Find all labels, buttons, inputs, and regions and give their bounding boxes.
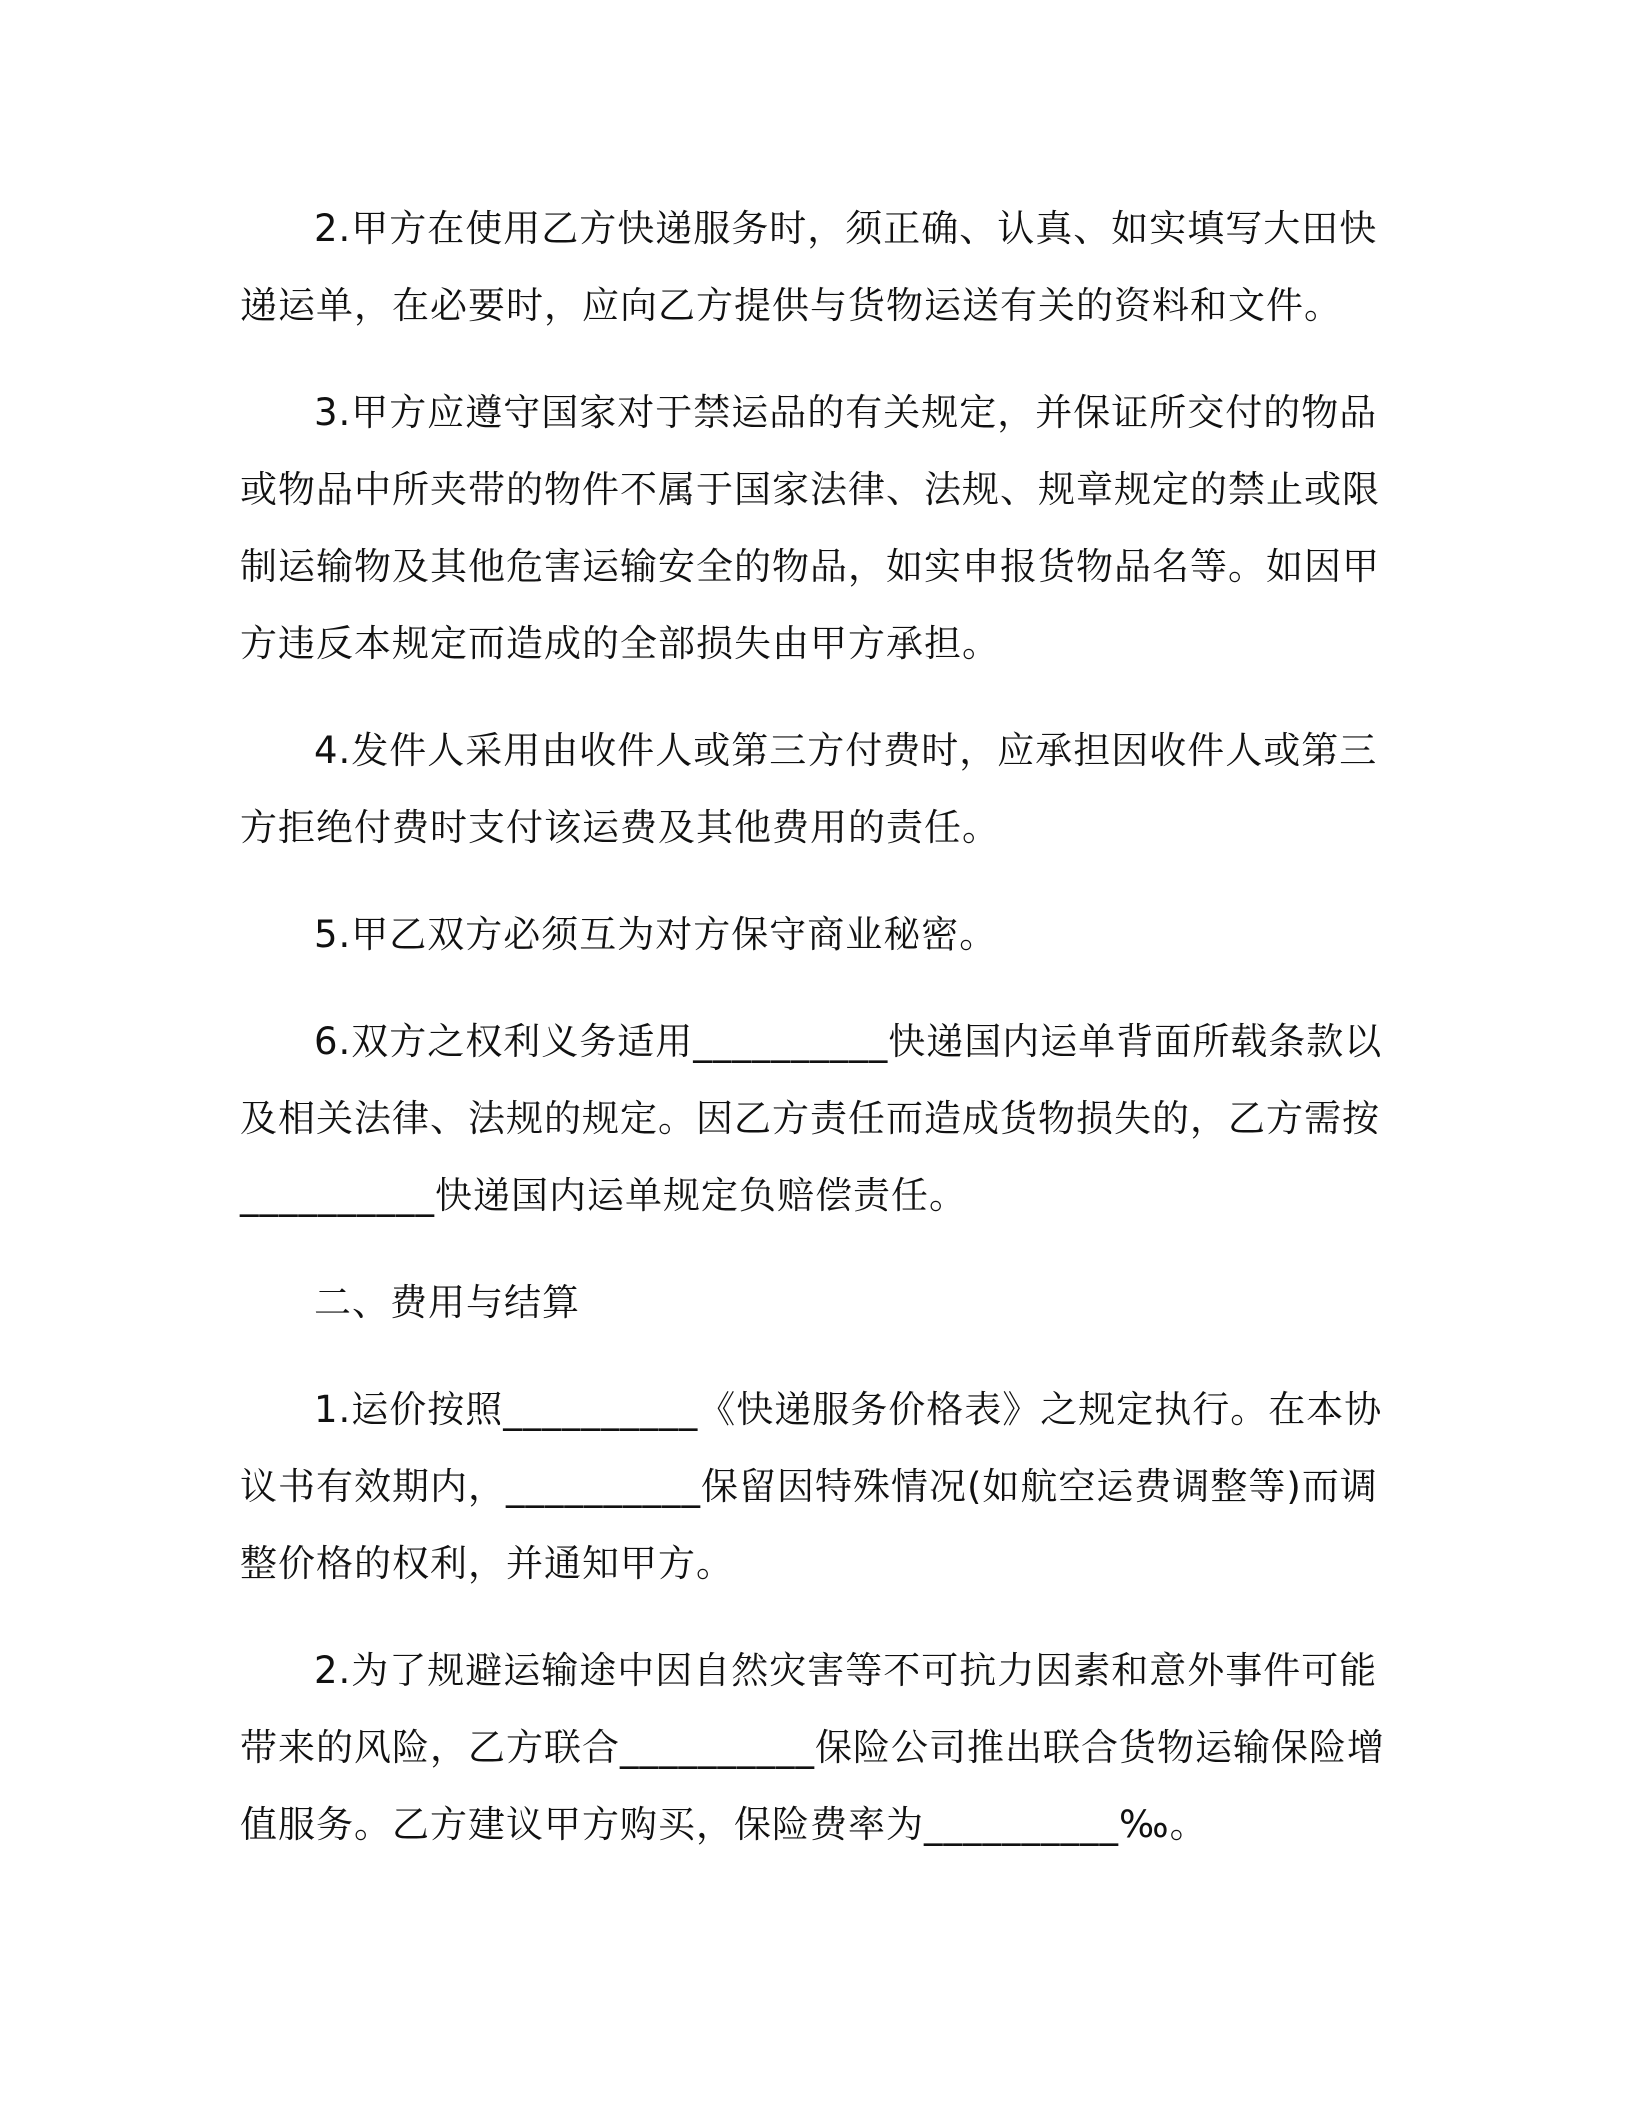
clause-paragraph: 3.甲方应遵守国家对于禁运品的有关规定，并保证所交付的物品或物品中所夹带的物件不属于国家法律、法规、规章规定的禁止或限制运输物及其他危害运输安全的物品，如实申报货物品名等。如因甲方违反本规定而造成的全部损失由甲方承担。 <box>240 391 1380 665</box>
clause-paragraph: 4.发件人采用由收件人或第三方付费时，应承担因收件人或第三方拒绝付费时支付该运费及其他费用的责任。 <box>240 729 1378 849</box>
clause-paragraph: 2.为了规避运输途中因自然灾害等不可抗力因素和意外事件可能带来的风险，乙方联合__________保险公司推出联合货物运输保险增值服务。乙方建议甲方购买，保险费率为__________‰。 <box>240 1649 1385 1846</box>
document-body <box>240 190 1390 1863</box>
clause-paragraph: 2.甲方在使用乙方快递服务时，须正确、认真、如实填写大田快递运单，在必要时，应向乙方提供与货物运送有关的资料和文件。 <box>240 207 1378 327</box>
clause-paragraph: 6.双方之权利义务适用__________快递国内运单背面所载条款以及相关法律、法规的规定。因乙方责任而造成货物损失的，乙方需按__________快递国内运单规定负赔偿责任。 <box>240 1020 1383 1217</box>
clause-paragraph: 5.甲乙双方必须互为对方保守商业秘密。 <box>314 913 998 956</box>
clause-paragraph: 1.运价按照__________《快递服务价格表》之规定执行。在本协议书有效期内，__________保留因特殊情况(如航空运费调整等)而调整价格的权利，并通知甲方。 <box>240 1388 1383 1585</box>
section-heading: 二、费用与结算 <box>314 1281 580 1324</box>
